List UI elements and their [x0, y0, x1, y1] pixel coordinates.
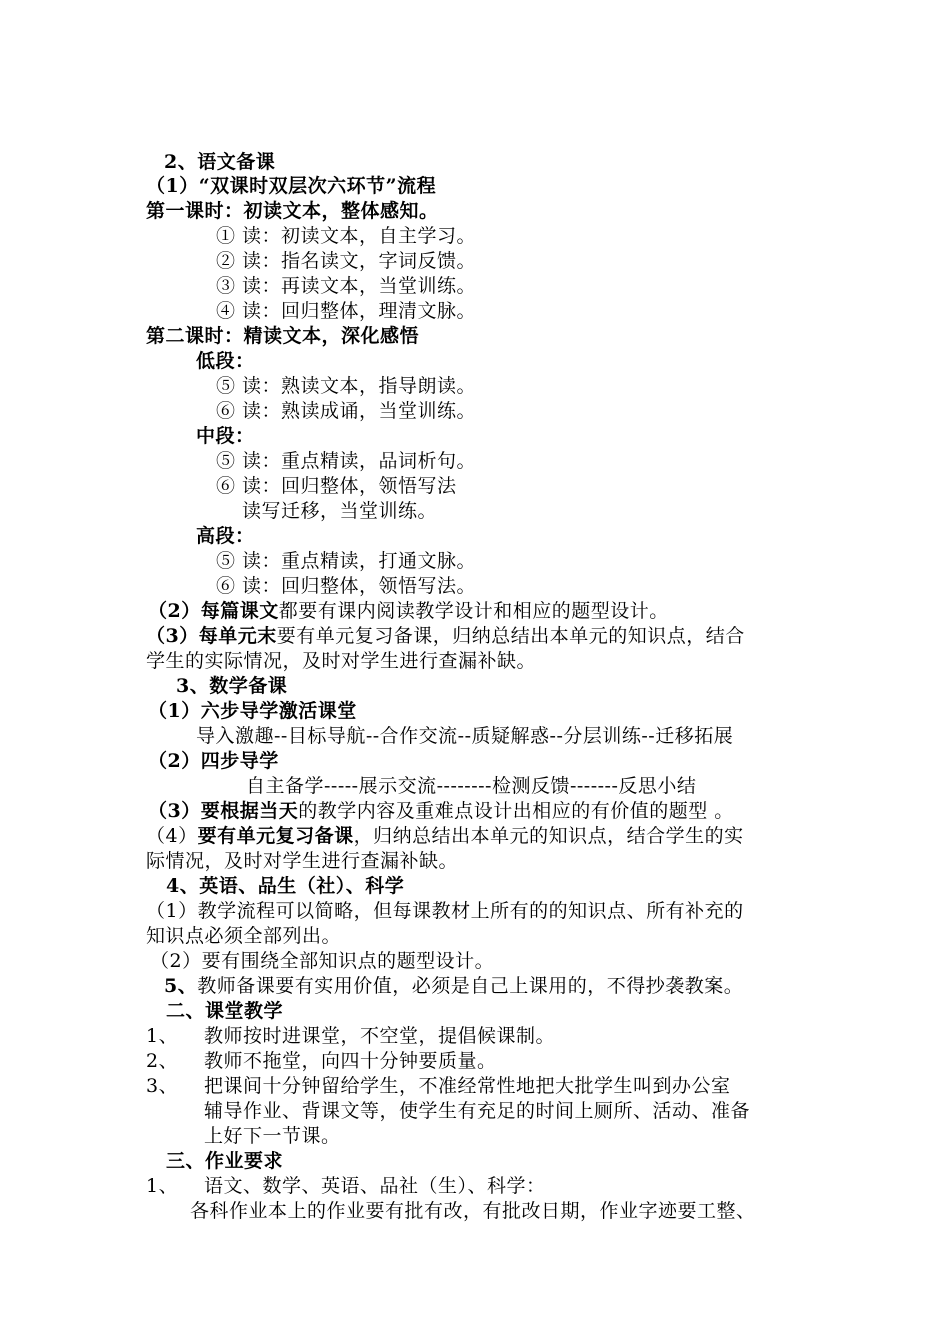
section-2-3-text: 要有单元复习备课，归纳总结出本单元的知识点，结合: [276, 625, 745, 647]
part-2-title: 二、课堂教学: [166, 1000, 284, 1022]
mid-grade-label: 中段：: [196, 425, 255, 447]
item-number: 1、: [146, 1025, 179, 1047]
section-4-1-continued: 知识点必须全部列出。: [146, 925, 342, 947]
section-5-paragraph: [164, 974, 743, 998]
section-4-2-text: （2）要有围绕全部知识点的题型设计。: [150, 950, 495, 972]
part-2-item: [146, 1074, 731, 1098]
low-grade-step: ⑤ 读：熟读文本，指导朗读。: [216, 375, 477, 397]
section-2-2-bold: （2）每篇课文: [148, 600, 279, 622]
item-number: 2、: [146, 1050, 179, 1072]
section-2-2-text: 都要有课内阅读教学设计和相应的题型设计。: [278, 600, 669, 622]
section-2-3-paragraph: [146, 624, 745, 648]
part-3-title: 三、作业要求: [166, 1150, 284, 1172]
section-3-4-bold: 要有单元复习备课: [197, 825, 354, 847]
section-5-number: 5、: [164, 975, 198, 997]
high-grade-label: 高段：: [196, 525, 255, 547]
lesson-1-step: ③ 读：再读文本，当堂训练。: [216, 275, 477, 297]
section-3-1-text: 导入激趣--目标导航--合作交流--质疑解惑--分层训练--迁移拓展: [196, 725, 734, 747]
part-3-item-1-continued: 各科作业本上的作业要有批有改，有批改日期，作业字迹要工整、: [190, 1200, 756, 1222]
mid-grade-step: ⑥ 读：回归整体，领悟写法: [216, 475, 457, 497]
lesson-1-step: ① 读：初读文本，自主学习。: [216, 225, 477, 247]
section-3-2-heading: （2）四步导学: [148, 750, 279, 772]
item-number: 3、: [146, 1075, 179, 1097]
section-2-3-continued: 学生的实际情况，及时对学生进行查漏补缺。: [146, 650, 537, 672]
section-3-4-prefix: （4）: [146, 825, 198, 847]
part-2-item: [146, 1049, 497, 1073]
item-text: 教师不拖堂，向四十分钟要质量。: [204, 1050, 497, 1072]
section-3-3-text: 的教学内容及重难点设计出相应的有价值的题型 。: [298, 800, 734, 822]
item-text: 把课间十分钟留给学生，不准经常性地把大批学生叫到办公室: [204, 1075, 731, 1097]
section-4-title: 4、英语、品生（社）、科学: [166, 875, 405, 897]
lesson-1-heading: 第一课时：初读文本，整体感知。: [146, 200, 439, 222]
section-3-4-text: ，归纳总结出本单元的知识点，结合学生的实: [353, 825, 744, 847]
section-5-text: 教师备课要有实用价值，必须是自己上课用的，不得抄袭教案。: [197, 975, 744, 997]
part-3-item: [146, 1174, 546, 1198]
lesson-2-heading: 第二课时：精读文本，深化感悟: [146, 325, 420, 347]
section-3-3-paragraph: [148, 799, 734, 823]
high-grade-step: ⑥ 读：回归整体，领悟写法。: [216, 575, 477, 597]
part-2-item-3-continued: 辅导作业、背课文等，使学生有充足的时间上厕所、活动、准备: [204, 1100, 751, 1122]
mid-grade-step: ⑤ 读：重点精读，品词析句。: [216, 450, 477, 472]
high-grade-step: ⑤ 读：重点精读，打通文脉。: [216, 550, 477, 572]
section-2-3-bold: （3）每单元末: [146, 625, 277, 647]
section-3-2-text: 自主备学-----展示交流--------检测反馈-------反思小结: [246, 775, 697, 797]
section-2-title: 2、语文备课: [164, 151, 276, 173]
section-4-1-text: （1）教学流程可以简略，但每课教材上所有的的知识点、所有补充的: [146, 900, 744, 922]
section-3-4-continued: 际情况，及时对学生进行查漏补缺。: [146, 850, 459, 872]
part-2-item-3-continued: 上好下一节课。: [204, 1125, 341, 1147]
item-text: 教师按时进课堂，不空堂，提倡候课制。: [204, 1025, 556, 1047]
lesson-1-step: ② 读：指名读文，字词反馈。: [216, 250, 477, 272]
part-2-item: [146, 1024, 555, 1048]
low-grade-step: ⑥ 读：熟读成诵，当堂训练。: [216, 400, 477, 422]
section-3-4-paragraph: [146, 824, 744, 848]
low-grade-label: 低段：: [196, 350, 255, 372]
section-3-3-bold: （3）要根据当天: [148, 800, 299, 822]
section-3-title: 3、数学备课: [176, 675, 288, 697]
item-number: 1、: [146, 1175, 179, 1197]
section-2-2-paragraph: [148, 599, 669, 623]
mid-grade-step: 读写迁移，当堂训练。: [242, 500, 438, 522]
lesson-1-step: ④ 读：回归整体，理清文脉。: [216, 300, 477, 322]
item-text: 语文、数学、英语、品社（生）、科学：: [204, 1175, 546, 1197]
section-2-1-heading: （1）“双课时双层次六环节”流程: [146, 175, 437, 197]
section-3-1-heading: （1）六步导学激活课堂: [148, 700, 357, 722]
